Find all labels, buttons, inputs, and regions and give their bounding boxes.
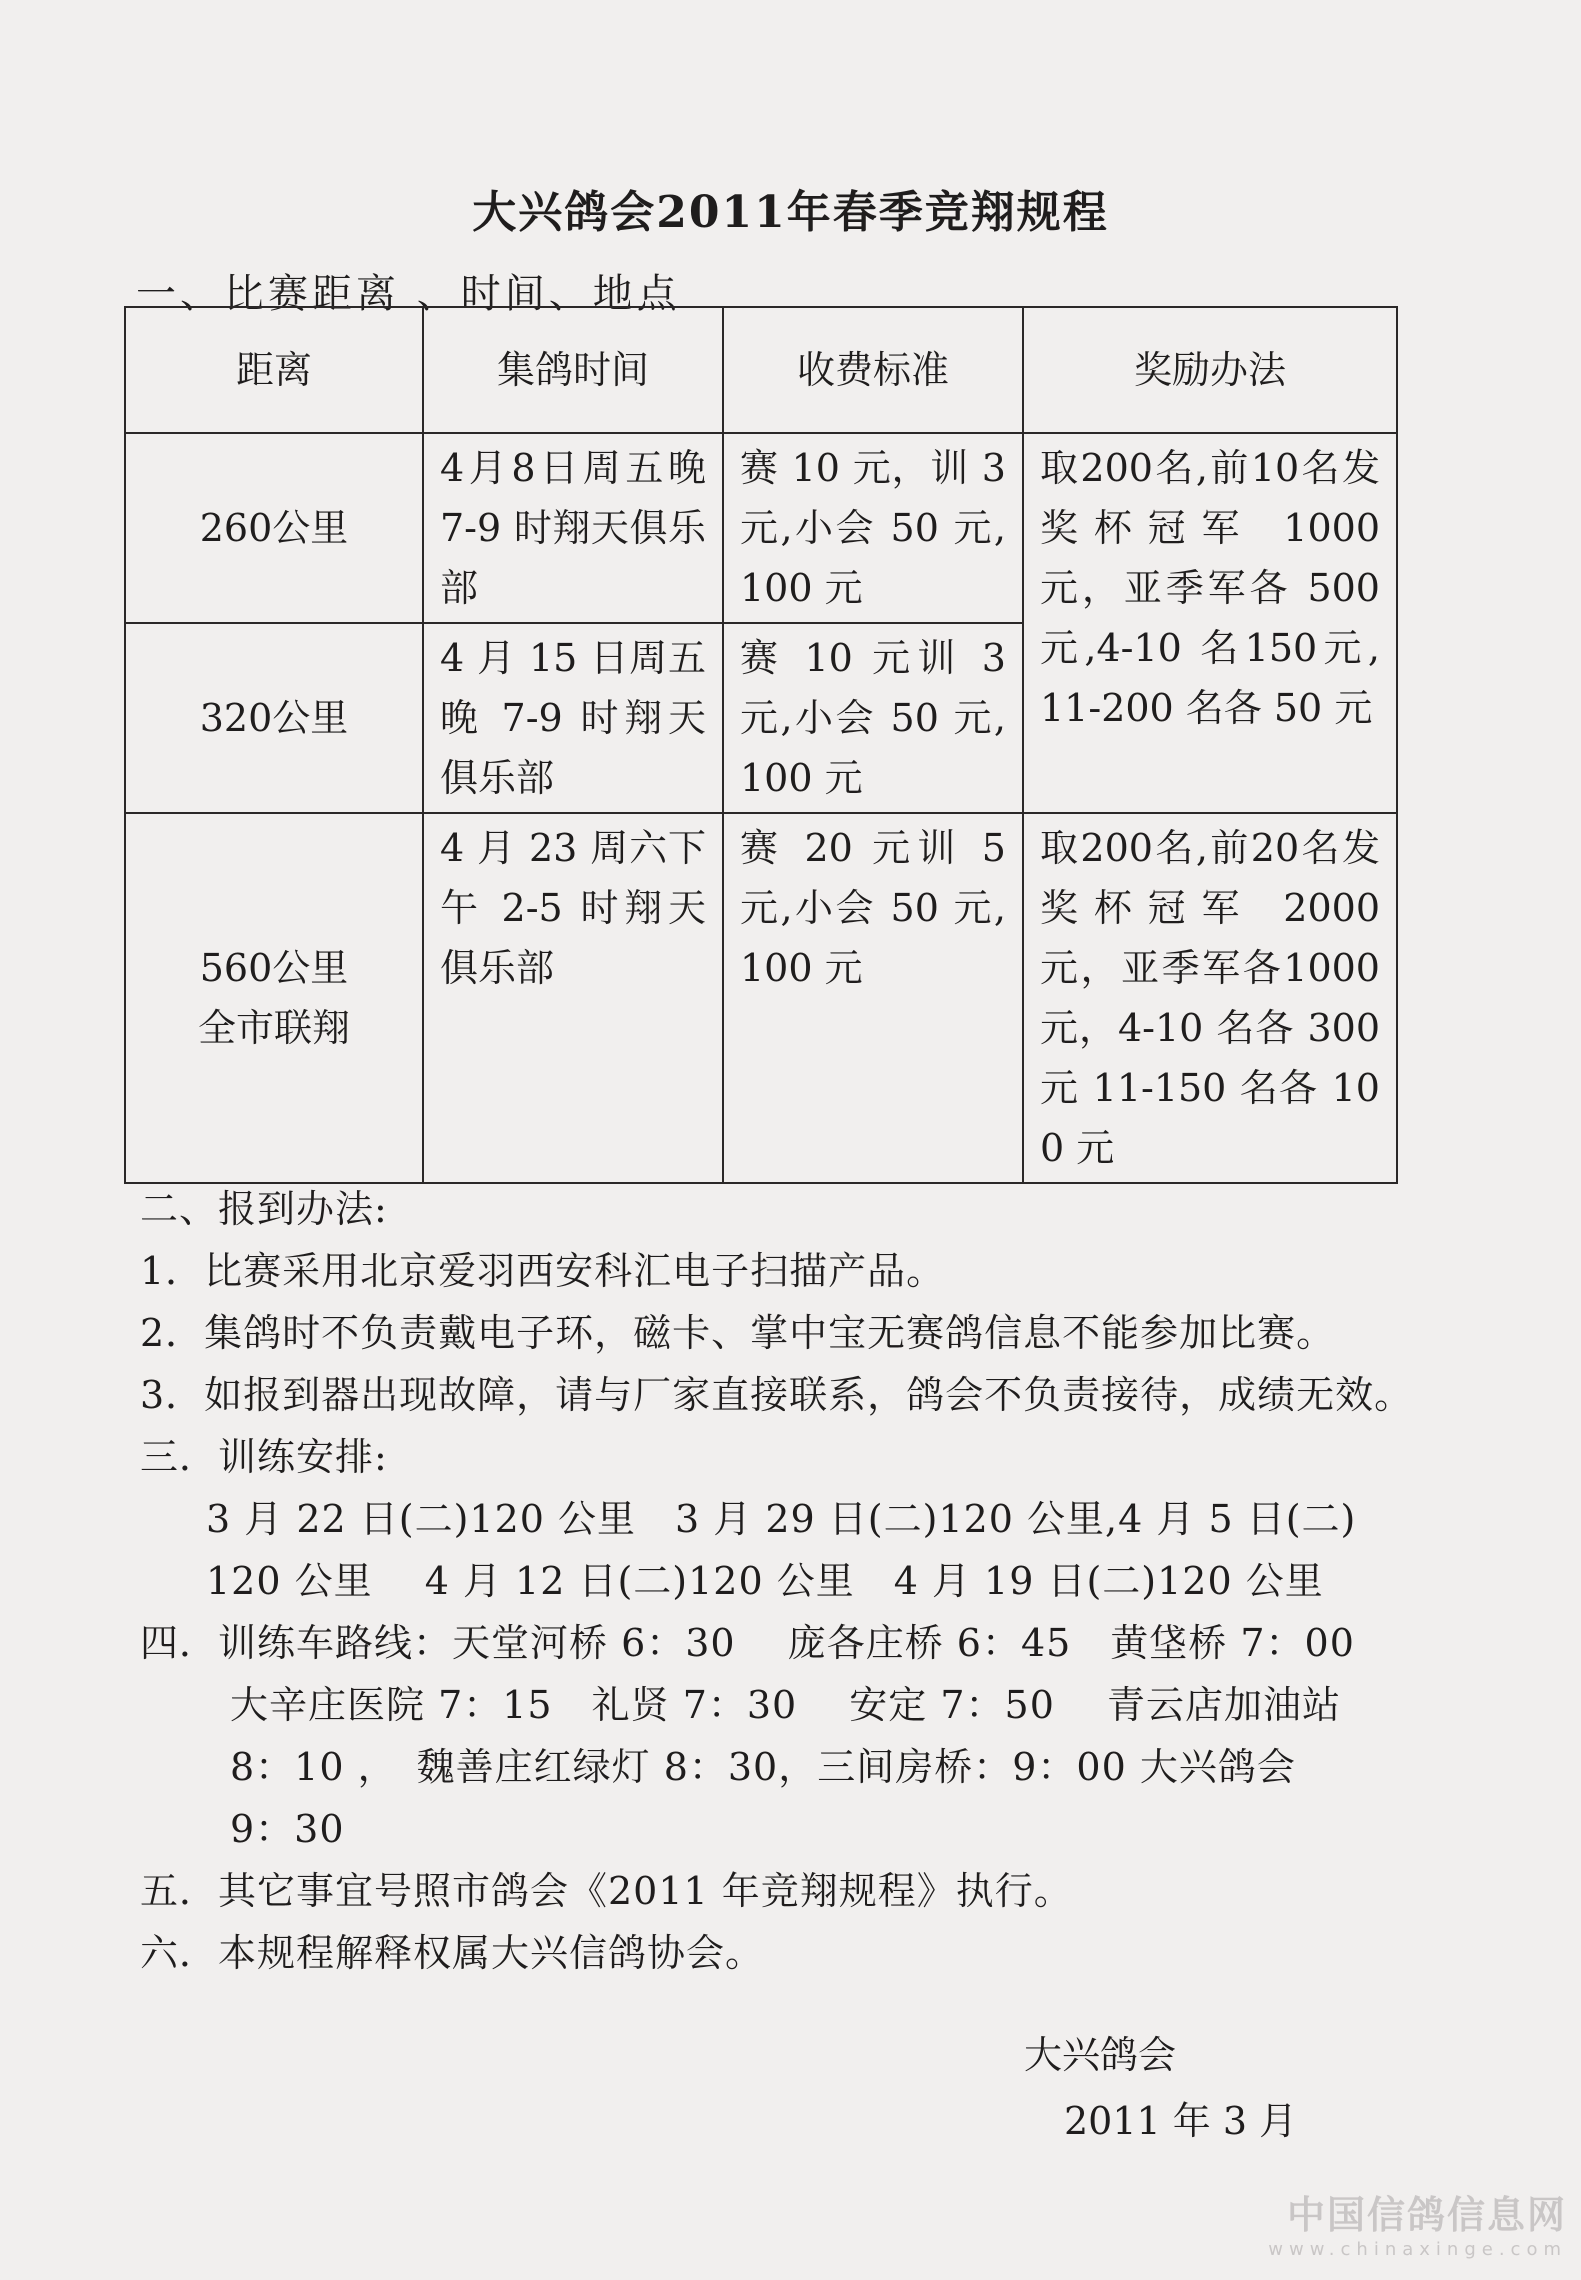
race-schedule-table bbox=[124, 306, 1398, 1184]
header-reward-method: 奖励办法 bbox=[1023, 307, 1397, 433]
route-line: 9：30 bbox=[230, 1807, 345, 1851]
reward-cell: 取200名,前10名发奖杯冠军 1000 元，亚季军各 500 元,4-10 名150元, 11-200 名各 50 元 bbox=[1023, 433, 1397, 813]
watermark-url: www.chinaxinge.com bbox=[1268, 2239, 1567, 2260]
training-schedule-line: 3 月 22 日(二)120 公里 3 月 29 日(二)120 公里,4 月 5 日(二) bbox=[206, 1497, 1357, 1541]
section-6: 六．本规程解释权属大兴信鸽协会。 bbox=[140, 1931, 765, 1975]
route-line: 8：10 ， 魏善庄红绿灯 8：30，三间房桥：9：00 大兴鸽会 bbox=[230, 1745, 1296, 1789]
signature-date: 2011 年 3 月 bbox=[1064, 2099, 1298, 2143]
distance-cell: 320公里 bbox=[125, 623, 423, 813]
route-line: 四．训练车路线：天堂河桥 6：30 庞各庄桥 6：45 黄垡桥 7：00 bbox=[140, 1621, 1355, 1665]
collection-time-cell: 4 月 15 日周五晚 7-9 时翔天俱乐部 bbox=[423, 623, 723, 813]
collection-time-cell: 4 月 23 周六下午 2-5 时翔天俱乐部 bbox=[423, 813, 723, 1183]
watermark-text: 中国信鸽信息网 bbox=[1286, 2193, 1567, 2237]
list-item: 2．集鸽时不负责戴电子环，磁卡、掌中宝无赛鸽信息不能参加比赛。 bbox=[140, 1311, 1336, 1355]
signature-org: 大兴鸽会 bbox=[1024, 2033, 1177, 2077]
distance-note: 全市联翔 bbox=[197, 1006, 350, 1050]
section-3-heading: 三．训练安排: bbox=[140, 1435, 388, 1479]
fee-cell: 赛 10 元，训 3 元,小会 50 元, 100 元 bbox=[723, 433, 1023, 623]
header-fee-standard: 收费标准 bbox=[723, 307, 1023, 433]
table-header-row bbox=[125, 307, 1397, 433]
distance-cell: 260公里 bbox=[125, 433, 423, 623]
distance-cell bbox=[125, 813, 423, 1183]
signature-block bbox=[1024, 2022, 1297, 2154]
list-item: 1．比赛采用北京爱羽西安科汇电子扫描产品。 bbox=[140, 1249, 946, 1293]
table-row bbox=[125, 433, 1397, 623]
table-row bbox=[125, 813, 1397, 1183]
header-distance: 距离 bbox=[125, 307, 423, 433]
list-item: 3．如报到器出现故障，请与厂家直接联系，鸽会不负责接待，成绩无效。 bbox=[140, 1373, 1414, 1417]
section-2-heading: 二、报到办法: bbox=[140, 1187, 388, 1231]
section-1-heading: 一、比赛距离 、时间、地点 bbox=[136, 271, 681, 317]
training-schedule-line: 120 公里 4 月 12 日(二)120 公里 4 月 19 日(二)120 公里 bbox=[206, 1559, 1324, 1603]
reward-cell: 取200名,前20名发奖杯冠军 2000 元，亚季军各1000元，4-10 名各 300 元 11-150 名各 100 元 bbox=[1023, 813, 1397, 1183]
fee-cell: 赛 20 元训 5 元,小会 50 元, 100 元 bbox=[723, 813, 1023, 1183]
document-body bbox=[140, 1178, 1420, 1984]
route-line: 大辛庄医院 7：15 礼贤 7：30 安定 7：50 青云店加油站 bbox=[230, 1683, 1341, 1727]
header-collection-time: 集鸽时间 bbox=[423, 307, 723, 433]
fee-cell: 赛 10 元训 3 元,小会 50 元, 100 元 bbox=[723, 623, 1023, 813]
document-title: 大兴鸽会2011年春季竞翔规程 bbox=[472, 187, 1109, 238]
site-watermark bbox=[1237, 2184, 1567, 2260]
collection-time-cell: 4月8日周五晚 7-9 时翔天俱乐部 bbox=[423, 433, 723, 623]
distance-value: 560公里 bbox=[199, 946, 349, 990]
section-5: 五．其它事宜号照市鸽会《2011 年竞翔规程》执行。 bbox=[140, 1869, 1073, 1913]
